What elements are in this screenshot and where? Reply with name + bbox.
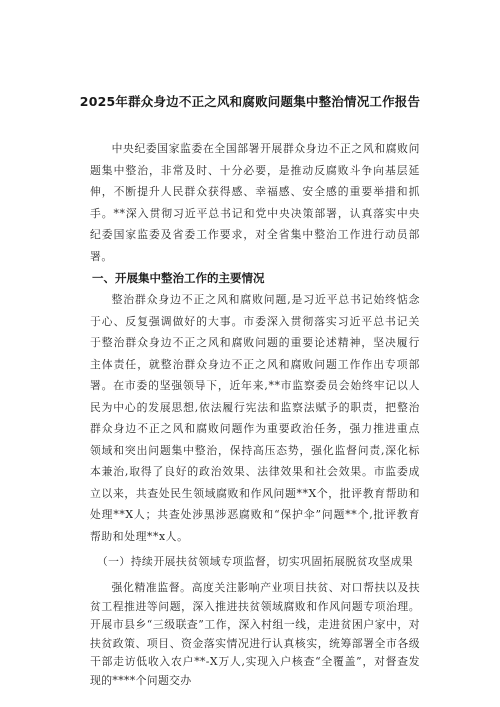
section-paragraph: 整治群众身边不正之风和腐败问题,是习近平总书记始终惦念于心、反复强调做好的大事。市委深入贯彻落实习近平总书记关于整治群众身边不正之风和腐败问题的重要论述精神，坚决履行主体责任，就整治群众身边不正之风和腐败问题工作作出专项部署。在市委的坚强领导下，近年来,**市监察委员会始终牢记以人民为中心的发展思想,依法履行宪法和监察法赋予的职责，把整治群众身边不正之风和腐败问题作为重要政治任务，强力推进重点领域和突出问题集中整治，保持高压态势，强化监督问责,深化标本兼治,取得了良好的政治效果、法律效果和社会效果。市监委成立以来，共查处民生领域腐败和作风问题**X个，批评教育帮助和处理**X人；共查处涉黑涉恶腐败和“保护伞”问题**个,批评教育帮助和处理**x人。 bbox=[90, 293, 420, 543]
section-heading: 一、开展集中整治工作的主要情况 bbox=[92, 271, 265, 285]
subsection-paragraph: 强化精准监督。高度关注影响产业项目扶贫、对口帮扶以及扶贫工程推进等问题，深入推进扶贫领域腐败和作风问题专项治理。开展市县乡“三级联查”工作，深入村组一线，走进贫困户家中，对扶贫政策、项目、资金落实情况进行认真核实，统筹部署全市各级干部走访低收入农户**-X万人,实现入户核查“全覆盖”，对督查发现的****个问题交办 bbox=[90, 581, 420, 687]
document-body bbox=[90, 138, 420, 690]
intro-paragraph: 中央纪委国家监委在全国部署开展群众身边不正之风和腐败问题集中整治，非常及时、十分必要，是推动反腐败斗争向基层延伸，不断提升人民群众获得感、幸福感、安全感的重要举措和抓手。**深入贯彻习近平总书记和党中央决策部署，认真落实中央纪委国家监委及省委工作要求，对全省集中整治工作进行动员部署。 bbox=[90, 142, 420, 263]
document-title: 2025年群众身边不正之风和腐败问题集中整治情况工作报告 bbox=[79, 94, 421, 109]
subsection-heading: （一）持续开展扶贫领域专项监督，切实巩固拓展脱贫攻坚成果 bbox=[96, 555, 414, 568]
